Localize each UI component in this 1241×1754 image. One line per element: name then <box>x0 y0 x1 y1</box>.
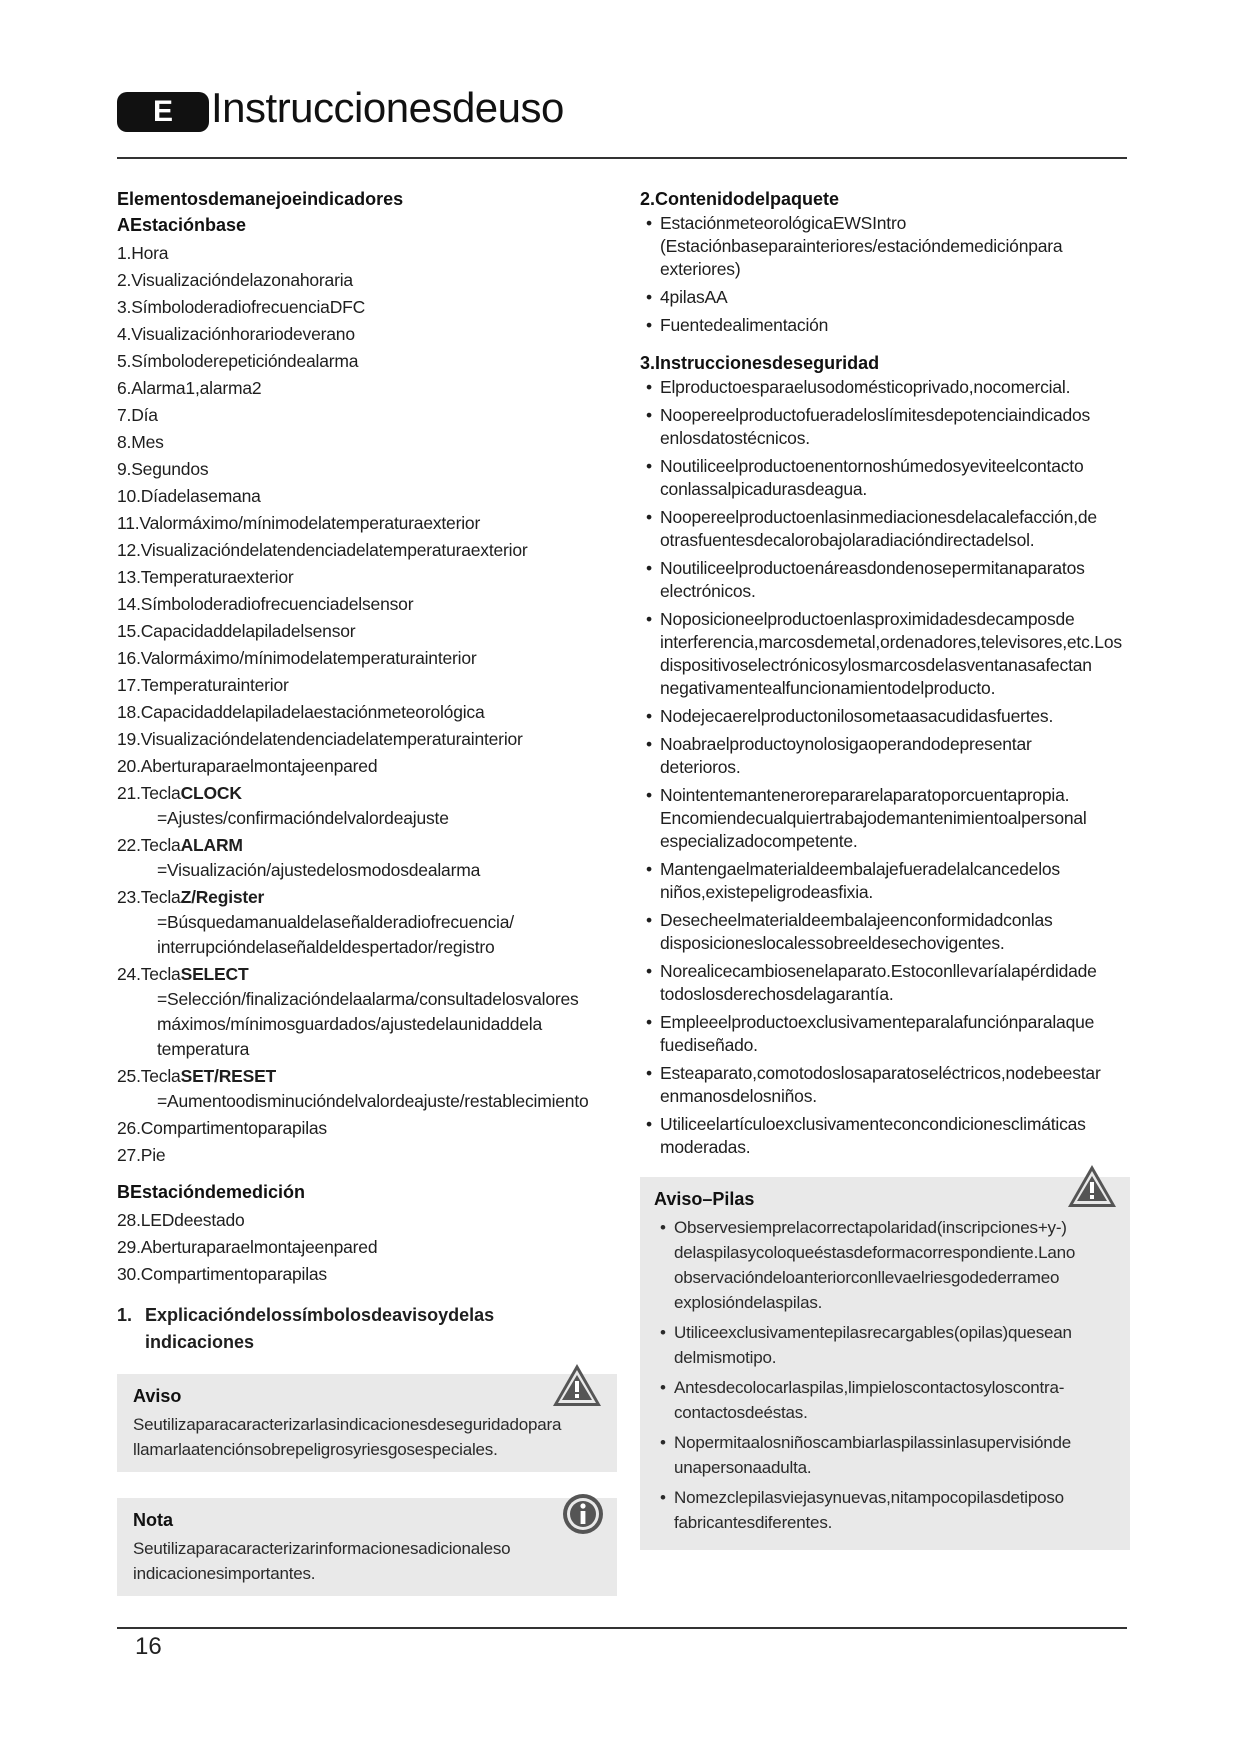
safety-item-line: deterioros. <box>660 757 741 777</box>
key-item-prefix: 24.Tecla <box>117 964 181 984</box>
section-3-title: 3.Instruccionesdeseguridad <box>640 353 880 373</box>
safety-item <box>640 608 1130 700</box>
base-station-item: 18.Capacidaddelapiladelaestaciónmeteorológica <box>117 702 485 722</box>
safety-item-line: especializadocompetente. <box>660 831 858 851</box>
safety-item-line: dispositivoselectrónicosylosmarcosdelasventanasafectan <box>660 655 1092 675</box>
key-description-line: =Visualización/ajustedelosmodosdealarma <box>157 860 481 880</box>
section-1-title-line-1: Explicacióndelossímbolosdeavisoydelas <box>145 1305 495 1325</box>
battery-warning-list <box>654 1215 1116 1535</box>
base-station-item-list <box>117 242 617 778</box>
base-station-item: 5.Símboloderepeticióndealarma <box>117 351 359 371</box>
language-badge: E <box>117 92 209 132</box>
key-description-line: temperatura <box>157 1039 250 1059</box>
base-station-item: 12.Visualizacióndelatendenciadelatemperaturaexterior <box>117 540 528 560</box>
safety-item-line: • Nodejecaerelproductonilosometaasacudidasfuertes. <box>660 706 1054 726</box>
key-name: SELECT <box>180 964 249 984</box>
key-item <box>117 1065 617 1088</box>
subsection-title-base-station: AEstaciónbase <box>117 215 247 235</box>
key-item <box>117 782 617 805</box>
measuring-station-item: 28.LEDdeestado <box>117 1210 245 1230</box>
battery-warning-title: Aviso–Pilas <box>654 1189 755 1209</box>
safety-item-line: fuediseñado. <box>660 1035 758 1055</box>
safety-item-line: • Norealicecambiosenelaparato.Estoconllevaríalapérdidade <box>660 961 1097 981</box>
page-header <box>117 84 1127 148</box>
package-item <box>640 286 1130 309</box>
base-station-item: 19.Visualizacióndelatendenciadelatemperaturainterior <box>117 729 523 749</box>
section-title-controls: Elementosdemanejoeindicadores <box>117 189 404 209</box>
measuring-station-item-list <box>117 1209 617 1286</box>
key-item <box>117 963 617 986</box>
battery-warning-item-line: • Antesdecolocarlaspilas,limpieloscontactosyloscontra- <box>674 1378 1065 1397</box>
safety-item <box>640 506 1130 552</box>
page-number: 16 <box>135 1633 162 1660</box>
key-name: CLOCK <box>180 783 242 803</box>
warning-box-text <box>133 1412 601 1462</box>
key-item-prefix: 25.Tecla <box>117 1066 181 1086</box>
battery-warning-item-line: contactosdeéstas. <box>674 1403 808 1422</box>
package-item <box>640 212 1130 281</box>
safety-item-line: disposicioneslocalessobreeldesechovigentes. <box>660 933 1005 953</box>
safety-item-line: • Noutiliceelproductoenentornoshúmedosyeviteelcontacto <box>660 456 1084 476</box>
header-rule <box>117 157 1127 159</box>
base-station-item: 13.Temperaturaexterior <box>117 567 294 587</box>
base-station-item: 9.Segundos <box>117 459 209 479</box>
key-description-line: interrupcióndelaseñaldeldespertador/registro <box>157 937 495 957</box>
measuring-station-item: 30.Compartimentoparapilas <box>117 1264 327 1284</box>
key-description-line: máximos/mínimosguardados/ajustedelaunidaddela <box>157 1014 542 1034</box>
warning-box-line: llamarlaatenciónsobrepeligrosyriesgosespeciales. <box>133 1440 498 1459</box>
package-item-line: • 4pilasAA <box>660 287 728 307</box>
safety-item-line: • Noopereelproductofueradeloslímitesdepotenciaindicados <box>660 405 1091 425</box>
safety-item-line: • Desecheelmaterialdeembalajeenconformidadconlas <box>660 910 1053 930</box>
base-station-item: 2.Visualizacióndelazonahoraria <box>117 270 353 290</box>
base-station-item: 8.Mes <box>117 432 164 452</box>
key-item <box>117 834 617 857</box>
package-contents-list <box>640 212 1130 337</box>
safety-item-line: • Nointentemantenerorepararelaparatoporcuentapropia. <box>660 785 1070 805</box>
package-item-line: (Estaciónbaseparainteriores/estacióndemediciónpara <box>660 236 1063 256</box>
safety-item <box>640 784 1130 853</box>
key-item-prefix: 21.Tecla <box>117 783 181 803</box>
safety-item <box>640 404 1130 450</box>
warning-box-line: Seutilizaparacaracterizarlasindicacionesdeseguridadopara <box>133 1415 562 1434</box>
safety-item-line: enlosdatostécnicos. <box>660 428 810 448</box>
battery-warning-item-line: unapersonaadulta. <box>674 1458 812 1477</box>
base-station-item: 11.Valormáximo/mínimodelatemperaturaexterior <box>117 513 481 533</box>
key-description-line: =Búsquedamanualdelaseñalderadiofrecuencia/ <box>157 912 514 932</box>
key-item-prefix: 22.Tecla <box>117 835 181 855</box>
base-station-item: 7.Día <box>117 405 158 425</box>
safety-item <box>640 909 1130 955</box>
key-item <box>117 886 617 909</box>
safety-item <box>640 733 1130 779</box>
info-icon <box>561 1492 605 1536</box>
key-description-line: =Selección/finalizacióndelaalarma/consultadelosvalores <box>157 989 579 1009</box>
package-item-line: • Fuentedealimentación <box>660 315 829 335</box>
measuring-station-item: 29.Aberturaparaelmontajeenpared <box>117 1237 378 1257</box>
warning-triangle-icon <box>1066 1163 1118 1209</box>
note-box-line: indicacionesimportantes. <box>133 1564 316 1583</box>
safety-item <box>640 455 1130 501</box>
safety-item-line: • Empleeelproductoexclusivamenteparalafunciónparalaque <box>660 1012 1095 1032</box>
note-box-title: Nota <box>133 1510 173 1530</box>
battery-warning-item-line: • Utiliceexclusivamentepilasrecargables(opilas)quesean <box>674 1323 1072 1342</box>
key-name: ALARM <box>180 835 243 855</box>
battery-warning-item-line: • Observesiemprelacorrectapolaridad(inscripciones+y-) <box>674 1218 1067 1237</box>
safety-item <box>640 376 1130 399</box>
section-1-number: 1. <box>117 1305 133 1325</box>
safety-item <box>640 1113 1130 1159</box>
base-station-item-list-end <box>117 1117 617 1167</box>
safety-item-line: enmanosdelosniños. <box>660 1086 817 1106</box>
battery-warning-item <box>654 1375 1116 1425</box>
base-station-item: 6.Alarma1,alarma2 <box>117 378 262 398</box>
safety-instructions-list <box>640 376 1130 1159</box>
key-item-prefix: 23.Tecla <box>117 887 181 907</box>
safety-item <box>640 960 1130 1006</box>
subsection-title-measuring-station: BEstacióndemedición <box>117 1182 306 1202</box>
section-1-title-line-2: indicaciones <box>145 1332 255 1352</box>
safety-item-line: • Mantengaelmaterialdeembalajefueradelalcancedelos <box>660 859 1060 879</box>
safety-item <box>640 557 1130 603</box>
safety-item-line: Encomiendecualquiertrabajodemantenimientoalpersonal <box>660 808 1087 828</box>
safety-item-line: interferencia,marcosdemetal,ordenadores,televisores,etc.Los <box>660 632 1122 652</box>
base-station-item: 1.Hora <box>117 243 169 263</box>
safety-item-line: • Elproductoesparaelusodomésticoprivado,nocomercial. <box>660 377 1071 397</box>
warning-triangle-icon <box>551 1362 603 1408</box>
safety-item-line: moderadas. <box>660 1137 751 1157</box>
key-description-line: =Ajustes/confirmacióndelvalordeajuste <box>157 808 449 828</box>
battery-warning-item <box>654 1485 1116 1535</box>
key-description-list <box>117 782 617 1113</box>
base-station-item: 4.Visualizaciónhorariodeverano <box>117 324 355 344</box>
safety-item-line: todoslosderechosdelagarantía. <box>660 984 894 1004</box>
battery-warning-item-line: observacióndeloanteriorconllevaelriesgodederrameo <box>674 1268 1060 1287</box>
package-item-line: • EstaciónmeteorológicaEWSIntro <box>660 213 907 233</box>
base-station-item: 3.SímboloderadiofrecuenciaDFC <box>117 297 366 317</box>
note-box <box>117 1498 617 1596</box>
section-1-heading <box>117 1302 617 1356</box>
page-title: Instruccionesdeuso <box>211 84 564 131</box>
battery-warning-item-line: delaspilasycoloqueéstasdeformacorrespondiente.Lano <box>674 1243 1076 1262</box>
package-item-line: exteriores) <box>660 259 741 279</box>
safety-item <box>640 858 1130 904</box>
section-2-title: 2.Contenidodelpaquete <box>640 189 840 209</box>
battery-warning-item-line: explosióndelaspilas. <box>674 1293 823 1312</box>
key-name: SET/RESET <box>180 1066 277 1086</box>
base-station-item: 27.Pie <box>117 1145 166 1165</box>
key-description-line: =Aumentoodisminucióndelvalordeajuste/restablecimiento <box>157 1091 589 1111</box>
left-column <box>117 186 617 1596</box>
footer-rule <box>117 1627 1127 1629</box>
battery-warning-item <box>654 1430 1116 1480</box>
safety-item-line: • Utiliceelartículoexclusivamenteconcondicionesclimáticas <box>660 1114 1086 1134</box>
base-station-item: 17.Temperaturainterior <box>117 675 289 695</box>
safety-item-line: • Esteaparato,comotodoslosaparatoseléctricos,nodebeestar <box>660 1063 1101 1083</box>
battery-warning-item-line: fabricantesdiferentes. <box>674 1513 833 1532</box>
safety-item-line: • Noposicioneelproductoenlasproximidadesdecamposde <box>660 609 1075 629</box>
battery-warning-item-line: • Nomezclepilasviejasynuevas,nitampocopilasdetiposo <box>674 1488 1064 1507</box>
safety-item-line: electrónicos. <box>660 581 756 601</box>
safety-item-line: negativamentealfuncionamientodelproducto. <box>660 678 996 698</box>
note-box-text <box>133 1536 601 1586</box>
battery-warning-box <box>640 1177 1130 1550</box>
battery-warning-item-line: delmismotipo. <box>674 1348 777 1367</box>
battery-warning-item <box>654 1320 1116 1370</box>
right-column <box>640 186 1130 1550</box>
safety-item-line: • Noopereelproductoenlasinmediacionesdelacalefacción,de <box>660 507 1097 527</box>
warning-box-title: Aviso <box>133 1386 182 1406</box>
safety-item-line: niños,existepeligrodeasfixia. <box>660 882 874 902</box>
battery-warning-item <box>654 1215 1116 1315</box>
package-item <box>640 314 1130 337</box>
key-name: Z/Register <box>180 887 265 907</box>
safety-item <box>640 1062 1130 1108</box>
safety-item-line: • Noutiliceelproductoenáreasdondenosepermitanaparatos <box>660 558 1085 578</box>
note-box-line: Seutilizaparacaracterizarinformacionesadicionaleso <box>133 1539 511 1558</box>
battery-warning-item-line: • Nopermitaalosniñoscambiarlaspilassinlasupervisiónde <box>674 1433 1072 1452</box>
base-station-item: 15.Capacidaddelapiladelsensor <box>117 621 356 641</box>
base-station-item: 16.Valormáximo/mínimodelatemperaturainterior <box>117 648 477 668</box>
warning-box <box>117 1374 617 1472</box>
safety-item-line: otrasfuentesdecalorobajolaradiacióndirectadelsol. <box>660 530 1035 550</box>
base-station-item: 14.Símboloderadiofrecuenciadelsensor <box>117 594 414 614</box>
safety-item <box>640 705 1130 728</box>
safety-item-line: • Noabraelproductoynolosigaoperandodepresentar <box>660 734 1032 754</box>
base-station-item: 26.Compartimentoparapilas <box>117 1118 327 1138</box>
base-station-item: 10.Díadelasemana <box>117 486 261 506</box>
safety-item <box>640 1011 1130 1057</box>
safety-item-line: conlassalpicadurasdeagua. <box>660 479 868 499</box>
base-station-item: 20.Aberturaparaelmontajeenpared <box>117 756 378 776</box>
